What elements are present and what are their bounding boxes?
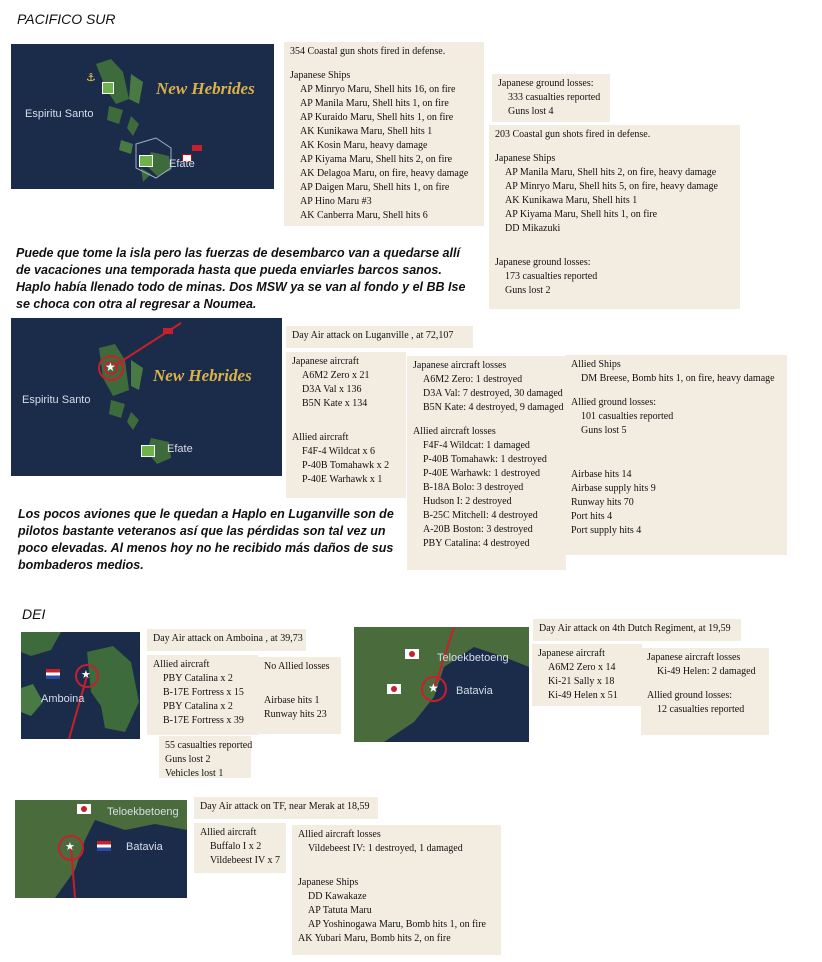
losses-dutch-regiment xyxy=(641,648,769,735)
report-line: AP Daigen Maru, Shell hits 1, on fire xyxy=(300,182,450,193)
line-spacer xyxy=(298,856,495,866)
map-terrain xyxy=(354,627,529,742)
report-line: 173 casualties reported xyxy=(505,271,598,282)
japanese-flag-icon xyxy=(387,684,401,694)
report-line: DD Mikazuki xyxy=(505,223,561,234)
report-line: P-40B Tomahawk: 1 destroyed xyxy=(423,454,547,465)
report-line: AK Kunikawa Maru, Shell hits 1 xyxy=(505,195,638,206)
map-new-hebrides-1[interactable] xyxy=(11,44,274,189)
report-line: B-17E Fortress x 15 xyxy=(163,687,244,698)
line-spacer xyxy=(571,458,781,468)
report-line: F4F-4 Wildcat x 6 xyxy=(302,446,376,457)
report-line: Japanese aircraft losses xyxy=(413,360,507,371)
report-line: Allied ground losses: xyxy=(571,397,656,408)
map-new-hebrides-2[interactable] xyxy=(11,318,282,476)
report-line: Japanese Ships xyxy=(290,70,351,81)
report-line: A-20B Boston: 3 destroyed xyxy=(423,524,533,535)
report-line: Airbase hits 14 xyxy=(571,469,632,480)
report-line: AP Kuraido Maru, Shell hits 1, on fire xyxy=(300,112,454,123)
report-line: Japanese ground losses: xyxy=(498,78,594,89)
line-spacer xyxy=(647,679,763,689)
report-line: Allied aircraft xyxy=(153,659,210,670)
report-line: DM Breese, Bomb hits 1, on fire, heavy damage xyxy=(581,373,775,384)
report-line: AK Delagoa Maru, on fire, heavy damage xyxy=(300,168,469,179)
report-line: Airbase supply hits 9 xyxy=(571,483,656,494)
line-spacer xyxy=(298,866,495,876)
report-line: Guns lost 5 xyxy=(581,425,627,436)
map-label-efate: Efate xyxy=(167,443,193,455)
report-line: Day Air attack on Amboina , at 39,73 xyxy=(153,633,303,644)
report-line: 203 Coastal gun shots fired in defense. xyxy=(495,129,651,140)
heading-dei: DEI xyxy=(22,606,46,622)
report-line: Japanese aircraft xyxy=(538,648,605,659)
report-line: PBY Catalina x 2 xyxy=(163,673,233,684)
combat-report-coastal-2 xyxy=(489,125,740,309)
ground-losses-amboina xyxy=(159,736,251,778)
report-line: B5N Kate: 4 destroyed, 9 damaged xyxy=(423,402,564,413)
report-line: Vildebeest IV: 1 destroyed, 1 damaged xyxy=(308,843,463,854)
ground-losses-report-1 xyxy=(492,74,610,122)
report-line: Ki-21 Sally x 18 xyxy=(548,676,615,687)
line-spacer xyxy=(292,411,400,421)
aircraft-list-merak xyxy=(194,823,286,873)
report-line: Japanese aircraft losses xyxy=(647,652,741,663)
report-line: P-40E Warhawk x 1 xyxy=(302,474,383,485)
map-label-teloekbetoeng: Teloekbetoeng xyxy=(107,806,179,818)
dutch-flag-icon xyxy=(97,841,111,851)
line-spacer xyxy=(264,684,335,694)
report-line: 354 Coastal gun shots fired in defense. xyxy=(290,46,446,57)
line-spacer xyxy=(495,236,734,246)
report-line: 55 casualties reported xyxy=(165,740,253,751)
target-star-icon: ★ xyxy=(105,360,116,374)
report-line: Vehicles lost 1 xyxy=(165,768,224,779)
report-line: Japanese ground losses: xyxy=(495,257,591,268)
report-line: Guns lost 4 xyxy=(508,106,554,117)
report-line: D3A Val: 7 destroyed, 30 damaged xyxy=(423,388,563,399)
map-label-espiritu-santo: Espiritu Santo xyxy=(25,108,94,120)
anchor-icon: ⚓ xyxy=(86,71,96,84)
map-amboina[interactable] xyxy=(21,632,140,739)
report-line: 12 casualties reported xyxy=(657,704,745,715)
losses-merak xyxy=(292,825,501,955)
map-region-title: New Hebrides xyxy=(153,366,252,385)
target-star-icon: ★ xyxy=(65,840,75,853)
report-line: B5N Kate x 134 xyxy=(302,398,368,409)
report-line: A6M2 Zero x 14 xyxy=(548,662,616,673)
report-line: Guns lost 2 xyxy=(165,754,211,765)
report-line: Day Air attack on 4th Dutch Regiment, at 19,59 xyxy=(539,623,731,634)
air-attack-heading-dutch-regiment xyxy=(533,619,741,641)
report-line: A6M2 Zero x 21 xyxy=(302,370,370,381)
line-spacer xyxy=(413,415,560,425)
report-line: Day Air attack on TF, near Merak at 18,59 xyxy=(200,801,370,812)
report-line: AP Yoshinogawa Maru, Bomb hits 1, on fire xyxy=(308,919,486,930)
report-line: F4F-4 Wildcat: 1 damaged xyxy=(423,440,530,451)
line-spacer xyxy=(292,421,400,431)
japanese-flag-icon xyxy=(77,804,91,814)
airfield-icon xyxy=(102,82,114,94)
line-spacer xyxy=(495,142,734,152)
combat-report-coastal-1 xyxy=(284,42,484,226)
report-line: Port hits 4 xyxy=(571,511,613,522)
report-line: P-40E Warhawk: 1 destroyed xyxy=(423,468,541,479)
allied-losses-luganville xyxy=(565,355,787,555)
report-line: 101 casualties reported xyxy=(581,411,674,422)
report-line: AK Kosin Maru, heavy damage xyxy=(300,140,428,151)
line-spacer xyxy=(571,448,781,458)
base-unit-icon[interactable] xyxy=(139,155,153,167)
report-line: AP Kiyama Maru, Shell hits 1, on fire xyxy=(505,209,658,220)
map-batavia-1[interactable] xyxy=(354,627,529,742)
air-attack-heading-merak xyxy=(194,797,378,819)
report-line: Allied aircraft xyxy=(200,827,257,838)
heading-pacifico-sur: PACIFICO SUR xyxy=(17,11,116,27)
report-line: Runway hits 70 xyxy=(571,497,634,508)
report-line: A6M2 Zero: 1 destroyed xyxy=(423,374,523,385)
line-spacer xyxy=(264,674,335,684)
report-line: No Allied losses xyxy=(264,661,330,672)
report-line: AP Minryo Maru, Shell hits 16, on fire xyxy=(300,84,456,95)
report-line: 333 casualties reported xyxy=(508,92,601,103)
air-attack-heading-amboina xyxy=(147,629,306,651)
report-line: Allied ground losses: xyxy=(647,690,732,701)
report-line: B-18A Bolo: 3 destroyed xyxy=(423,482,524,493)
report-line: Buffalo I x 2 xyxy=(210,841,262,852)
map-batavia-2[interactable] xyxy=(15,800,187,898)
report-line: B-17E Fortress x 39 xyxy=(163,715,244,726)
base-unit-icon[interactable] xyxy=(141,445,155,457)
map-label-teloekbetoeng: Teloekbetoeng xyxy=(437,652,509,664)
report-line: Allied aircraft xyxy=(292,432,349,443)
aircraft-list-dutch-regiment xyxy=(532,644,642,706)
map-region-title: New Hebrides xyxy=(156,79,255,98)
map-label-amboina: Amboina xyxy=(41,693,85,705)
report-line: PBY Catalina x 2 xyxy=(163,701,233,712)
report-line: B-25C Mitchell: 4 destroyed xyxy=(423,510,538,521)
report-line: AP Manila Maru, Shell hits 1, on fire xyxy=(300,98,449,109)
report-line: AP Manila Maru, Shell hits 2, on fire, heavy damage xyxy=(505,167,717,178)
report-line: Ki-49 Helen x 51 xyxy=(548,690,618,701)
line-spacer xyxy=(571,438,781,448)
report-line: AP Hino Maru #3 xyxy=(300,196,372,207)
report-line: Airbase hits 1 xyxy=(264,695,320,706)
attack-marker-icon xyxy=(192,145,202,151)
report-line: AP Tatuta Maru xyxy=(308,905,372,916)
report-line: Allied Ships xyxy=(571,359,621,370)
target-star-icon: ★ xyxy=(81,668,91,681)
aircraft-list-amboina xyxy=(147,655,258,735)
report-line: Allied aircraft losses xyxy=(298,829,381,840)
attack-marker-icon xyxy=(163,328,173,334)
map-terrain xyxy=(21,632,140,739)
report-line: Hudson I: 2 destroyed xyxy=(423,496,512,507)
allied-losses-amboina xyxy=(258,657,341,734)
report-line: Allied aircraft losses xyxy=(413,426,496,437)
report-line: P-40B Tomahawk x 2 xyxy=(302,460,390,471)
line-spacer xyxy=(571,386,781,396)
report-line: AP Minryo Maru, Shell hits 5, on fire, heavy damage xyxy=(505,181,718,192)
dutch-flag-icon xyxy=(46,669,60,679)
report-line: AK Canberra Maru, Shell hits 6 xyxy=(300,210,428,221)
japanese-flag-icon xyxy=(405,649,419,659)
report-line: Ki-49 Helen: 2 damaged xyxy=(657,666,756,677)
map-label-batavia: Batavia xyxy=(126,841,163,853)
line-spacer xyxy=(290,59,478,69)
report-line: AK Yubari Maru, Bomb hits 2, on fire xyxy=(298,933,451,944)
report-line: Japanese Ships xyxy=(298,877,359,888)
line-spacer xyxy=(495,246,734,256)
report-line: AK Kunikawa Maru, Shell hits 1 xyxy=(300,126,433,137)
aircraft-losses-luganville xyxy=(407,356,566,570)
air-attack-heading-luganville xyxy=(286,326,473,348)
report-line: Guns lost 2 xyxy=(505,285,551,296)
report-line: Japanese Ships xyxy=(495,153,556,164)
map-label-efate: Efate xyxy=(169,158,195,170)
report-line: D3A Val x 136 xyxy=(302,384,362,395)
report-line: Vildebeest IV x 7 xyxy=(210,855,281,866)
map-label-batavia: Batavia xyxy=(456,685,493,697)
report-line: PBY Catalina: 4 destroyed xyxy=(423,538,530,549)
report-line: Runway hits 23 xyxy=(264,709,327,720)
report-line: Day Air attack on Luganville , at 72,107 xyxy=(292,330,454,341)
report-line: DD Kawakaze xyxy=(308,891,367,902)
report-line: Port supply hits 4 xyxy=(571,525,642,536)
report-line: AP Kiyama Maru, Shell hits 2, on fire xyxy=(300,154,453,165)
report-line: Japanese aircraft xyxy=(292,356,359,367)
map-label-espiritu-santo: Espiritu Santo xyxy=(22,394,91,406)
commentary-paragraph-2: Los pocos aviones que le quedan a Haplo en Luganville son de pilotos bastante veteranos así que las pérdidas son tal vez un poco elevadas. Al menos hoy no he recibido más daños de sus bombaderos medios. xyxy=(18,507,394,572)
commentary-paragraph-1: Puede que tome la isla pero las fuerzas de desembarco van a quedarse allí de vacaciones una temporada hasta que pueda enviarles barcos sanos. Haplo había llenado todo de minas. Dos MSW ya se van al fondo y el BB Ise se choca con otra al regresar a Noumea. xyxy=(16,246,466,311)
aircraft-list-luganville xyxy=(286,352,406,498)
target-star-icon: ★ xyxy=(428,681,439,695)
